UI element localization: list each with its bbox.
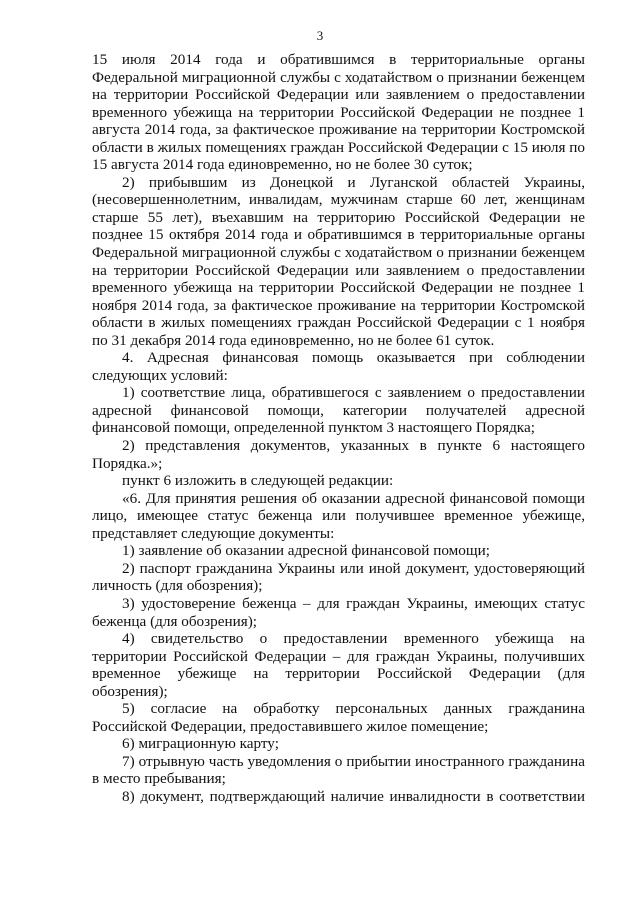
paragraph-document-4: 4) свидетельство о предоставлении временного убежища на территории Российской Федерации – для граждан Украины, получивших временное убежище на территории Российской Федерации (для обозрения); (92, 630, 585, 700)
paragraph-continuation: 15 июля 2014 года и обратившимся в территориальные органы Федеральной миграционной службы с ходатайством о признании беженцем на территории Российской Федерации или заявлением о предоставлении временного убежища на территории Российской Федерации не позднее 1 августа 2014 года, за фактическое проживание на территории Костромской области в жилых помещениях граждан Российской Федерации с 15 июля по 15 августа 2014 года единовременно, но не более 30 суток; (92, 51, 585, 174)
paragraph-section-6: «6. Для принятия решения об оказании адресной финансовой помощи лицо, имеющее статус беженца или получившее временное убежище, представляет следующие документы: (92, 489, 585, 542)
paragraph-document-3: 3) удостоверение беженца – для граждан Украины, имеющих статус беженца (для обозрения); (92, 594, 585, 630)
paragraph-document-6: 6) миграционную карту; (122, 735, 279, 753)
page-number: 3 (316, 28, 324, 43)
paragraph-condition-1: 1) соответствие лица, обратившегося с заявлением о предоставлении адресной финансовой помощи, категории получателей адресной финансовой помощи, определенной пунктом 3 настоящего Порядка; (92, 384, 585, 437)
paragraph-item-2: 2) прибывшим из Донецкой и Луганской областей Украины, (несовершеннолетним, инвалидам, мужчинам старше 60 лет, женщинам старше 55 лет), въехавшим на территорию Российской Федерации не позднее 15 октября 2014 года и обратившимся в территориальные органы Федеральной миграционной службы с ходатайством о признании беженцем на территории Российской Федерации или заявлением о предоставлении временного убежища на территории Российской Федерации не позднее 1 ноября 2014 года, за фактическое проживание на территории Костромской области в жилых помещениях граждан Российской Федерации с 1 ноября по 31 декабря 2014 года единовременно, но не более 61 суток. (92, 173, 585, 349)
paragraph-section-4: 4. Адресная финансовая помощь оказывается при соблюдении следующих условий: (92, 349, 585, 384)
paragraph-document-5: 5) согласие на обработку персональных данных гражданина Российской Федерации, предоставившего жилое помещение; (92, 700, 585, 735)
paragraph-document-2: 2) паспорт гражданина Украины или иной документ, удостоверяющий личность (для обозрения); (92, 559, 585, 595)
paragraph-document-8: 8) документ, подтверждающий наличие инвалидности в соответствии (122, 787, 585, 805)
document-body (92, 51, 585, 806)
paragraph-document-1: 1) заявление об оказании адресной финансовой помощи; (122, 542, 490, 560)
paragraph-amendment-intro: пункт 6 изложить в следующей редакции: (122, 472, 394, 490)
paragraph-condition-2: 2) представления документов, указанных в пункте 6 настоящего Порядка.»; (92, 437, 585, 472)
paragraph-document-7: 7) отрывную часть уведомления о прибытии иностранного гражданина в место пребывания; (92, 752, 585, 788)
